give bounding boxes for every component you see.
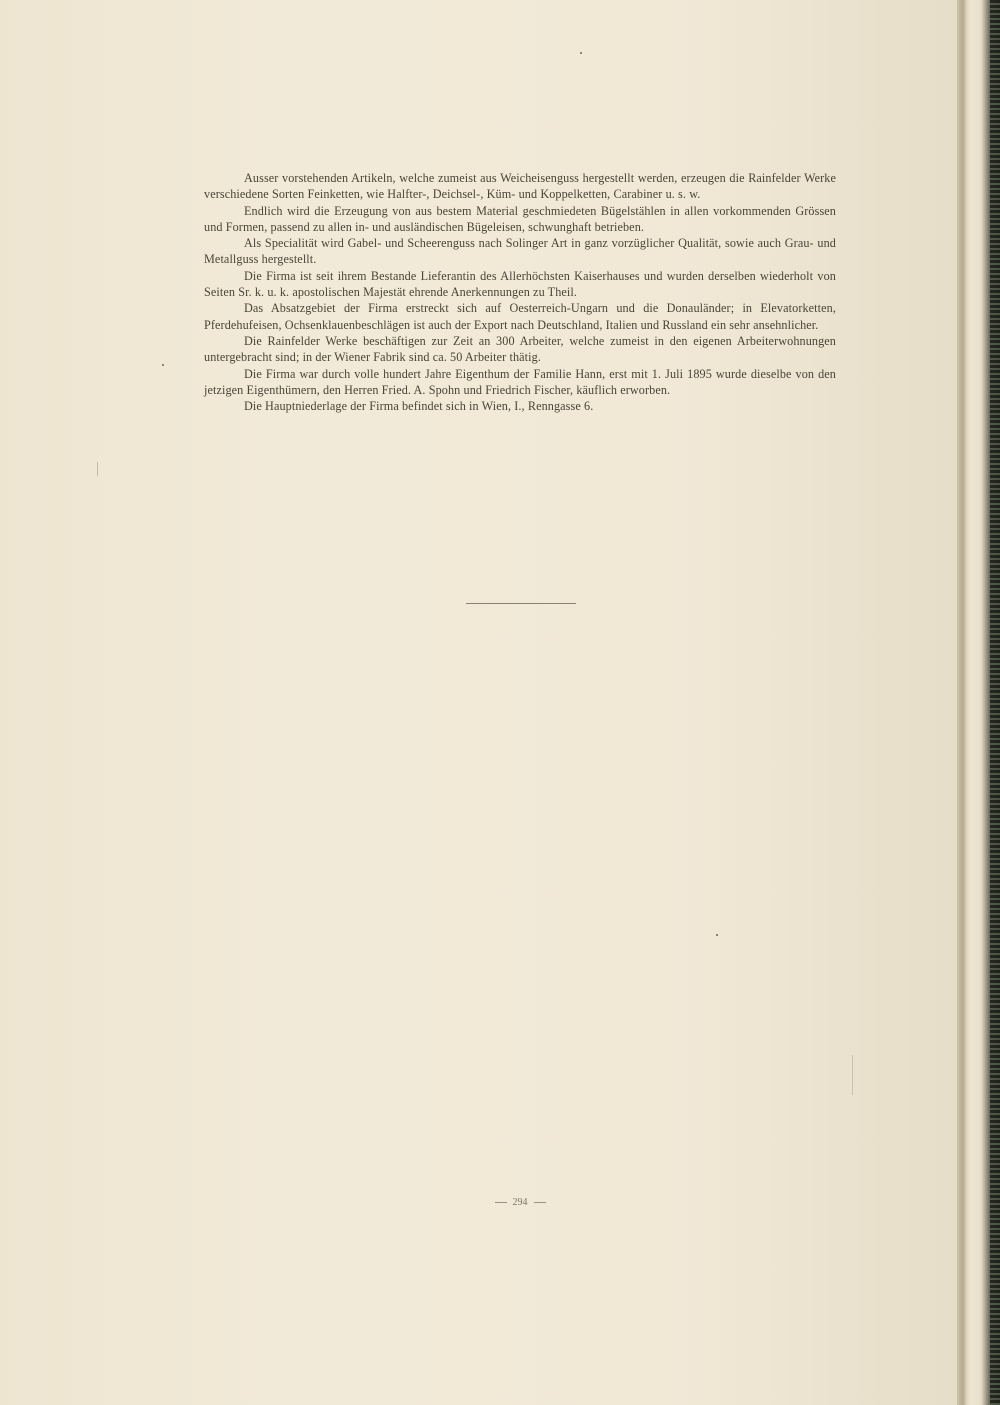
page-number: 294 [512,1197,528,1208]
paragraph-8: Die Hauptniederlage der Firma befindet sich in Wien, I., Renngasse 6. [244,399,594,414]
paragraph-4: Die Firma ist seit ihrem Bestande Lieferantin des Allerhöchsten Kaiserhauses und wurden derselben wiederholt von Seiten Sr. k. u. k. apostolischen Majestät ehrende Anerkennungen zu Theil. [204,268,836,300]
paragraph-5: Das Absatzgebiet der Firma erstreckt sich auf Oesterreich-Ungarn und die Donauländer; in Elevatorketten, Pferdehufeisen, Ochsenklauenbeschlägen ist auch der Export nach Deutschland, Italien und Russland ein sehr ansehnlicher. [204,301,836,332]
paragraph-2: Endlich wird die Erzeugung von aus bestem Material geschmiedeten Bügelstählen in allen vorkommenden Grössen und Formen, passend zu allen in- und ausländischen Bügeleisen, schwunghaft betrieben. [204,203,836,234]
page-footer [0,1197,1000,1208]
paper-speck [852,1055,853,1095]
spine-texture [990,0,1000,1405]
paper-speck [580,52,582,54]
paper-speck [716,934,718,936]
section-divider [466,603,576,604]
footer-dash-right [534,1202,546,1203]
paragraph-7: Die Firma war durch volle hundert Jahre Eigenthum der Familie Hann, erst mit 1. Juli 1895 wurde dieselbe von den jetzigen Eigenthümern, den Herren Fried. A. Spohn und Friedrich Fischer, käuflich erworben. [204,366,836,397]
book-binding-edge [957,0,1000,1405]
body-text [204,170,836,414]
paragraph-6: Die Rainfelder Werke beschäftigen zur Zeit an 300 Arbeiter, welche zumeist in den eigenen Arbeiterwohnungen untergebracht sind; in der Wiener Fabrik sind ca. 50 Arbeiter thätig. [204,333,836,365]
footer-dash-left [495,1202,507,1203]
paper-speck [97,462,98,476]
paper-speck [162,364,164,366]
paragraph-3: Als Specialität wird Gabel- und Scheerenguss nach Solinger Art in ganz vorzüglicher Qualität, sowie auch Grau- und Metallguss hergestellt. [204,236,836,267]
paragraph-1: Ausser vorstehenden Artikeln, welche zumeist aus Weicheisenguss hergestellt werden, erzeugen die Rainfelder Werke verschiedene Sorten Feinketten, wie Halfter-, Deichsel-, Küm- und Koppelketten, Carabiner u. s. w. [204,171,836,202]
